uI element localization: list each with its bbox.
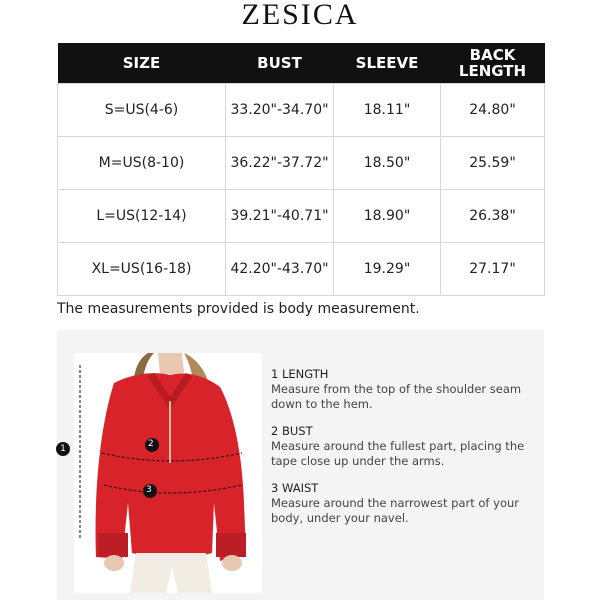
cell-size: XL=US(16-18) xyxy=(58,243,226,296)
guide-instructions xyxy=(271,367,541,538)
header-sleeve: SLEEVE xyxy=(334,43,441,84)
guide-item-description: Measure from the top of the shoulder seam down to the hem. xyxy=(271,382,522,411)
cell-sleeve: 18.50" xyxy=(334,137,441,190)
cell-bust: 42.20"-43.70" xyxy=(226,243,334,296)
cell-bust: 36.22"-37.72" xyxy=(226,137,334,190)
guide-item-title: 3 WAIST xyxy=(271,481,319,495)
table-row xyxy=(58,84,545,137)
header-bust: BUST xyxy=(226,43,334,84)
cell-size: M=US(8-10) xyxy=(58,137,226,190)
cell-size: L=US(12-14) xyxy=(58,190,226,243)
length-marker-badge: 1 xyxy=(56,442,70,456)
size-chart-table xyxy=(57,43,545,296)
guide-item-description: Measure around the narrowest part of your body, under your navel. xyxy=(271,496,519,525)
model-photo xyxy=(74,353,262,593)
guide-item-title: 2 BUST xyxy=(271,424,313,438)
brand-logo: ZESICA xyxy=(241,0,359,31)
guide-item-title: 1 LENGTH xyxy=(271,367,329,381)
guide-item-bust xyxy=(271,424,541,469)
guide-item-waist xyxy=(271,481,541,526)
measurement-guide xyxy=(57,330,544,600)
cell-sleeve: 19.29" xyxy=(334,243,441,296)
cell-back-length: 27.17" xyxy=(441,243,545,296)
cell-sleeve: 18.90" xyxy=(334,190,441,243)
cell-back-length: 26.38" xyxy=(441,190,545,243)
table-header-row xyxy=(58,43,545,84)
table-row xyxy=(58,190,545,243)
cell-bust: 33.20"-34.70" xyxy=(226,84,334,137)
cell-sleeve: 18.11" xyxy=(334,84,441,137)
header-back-length: BACK LENGTH xyxy=(441,43,545,84)
sweater-illustration xyxy=(74,353,262,593)
header-size: SIZE xyxy=(58,43,226,84)
table-row xyxy=(58,137,545,190)
guide-item-length xyxy=(271,367,541,412)
cell-bust: 39.21"-40.71" xyxy=(226,190,334,243)
table-row xyxy=(58,243,545,296)
cell-size: S=US(4-6) xyxy=(58,84,226,137)
guide-item-description: Measure around the fullest part, placing the tape close up under the arms. xyxy=(271,439,525,468)
measurement-note: The measurements provided is body measurement. xyxy=(57,301,420,317)
cell-back-length: 24.80" xyxy=(441,84,545,137)
bust-marker-label: 2 xyxy=(148,439,154,449)
cell-back-length: 25.59" xyxy=(441,137,545,190)
waist-marker-label: 3 xyxy=(146,485,152,495)
